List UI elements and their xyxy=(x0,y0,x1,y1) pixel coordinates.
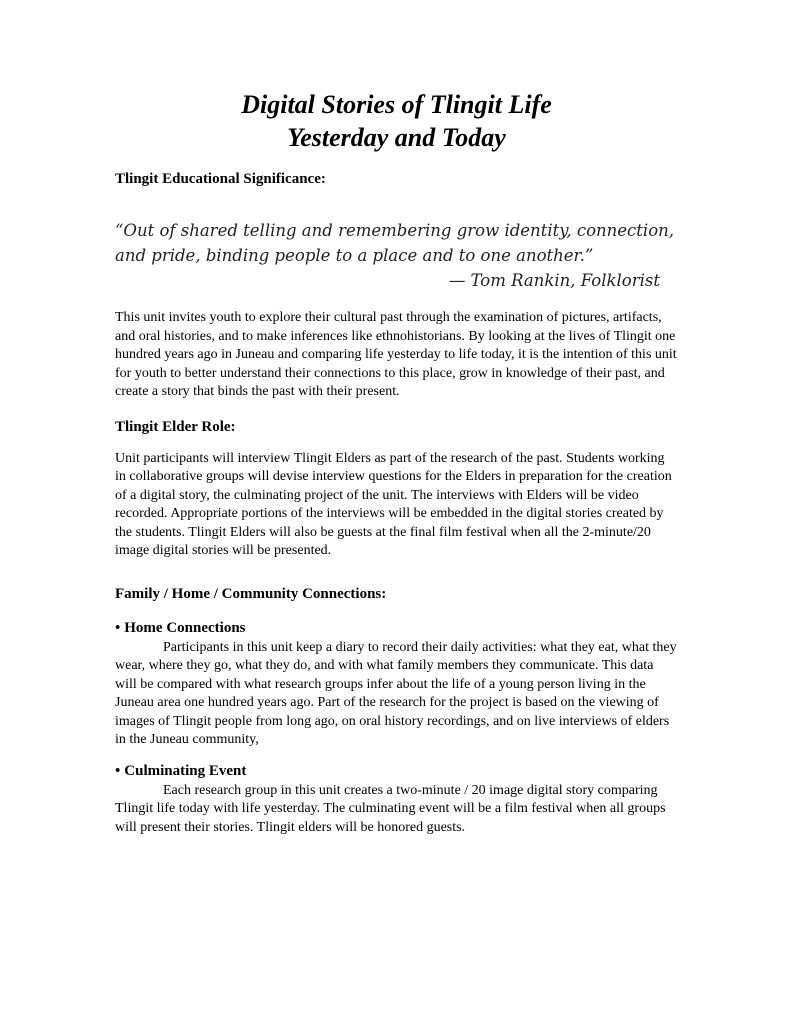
quote-block xyxy=(115,218,678,293)
heading-family-home-community-connections: Family / Home / Community Connections: xyxy=(115,585,387,602)
bullet-icon: • xyxy=(115,619,121,636)
document-title xyxy=(115,88,678,154)
subheading-home-connections xyxy=(115,619,678,637)
subheading-home-connections-label: Home Connections xyxy=(124,619,246,636)
paragraph-home-connections: Participants in this unit keep a diary to record their daily activities: what they eat, what they wear, where they go, what they do, and with what family members they communicate. This data will be compared with what research groups infer about the life of a young person living in the Juneau area one hundred years ago. Part of the research for the project is based on the viewing of images of Tlingit people from long ago, on oral history recordings, and on live interviews of elders in the Juneau community, xyxy=(115,639,677,747)
document-title-line-1: Digital Stories of Tlingit Life xyxy=(241,90,552,119)
quote-attribution: — Tom Rankin, Folklorist xyxy=(448,271,660,290)
bullet-section-home-connections xyxy=(115,619,678,750)
heading-elder-role: Tlingit Elder Role: xyxy=(115,418,236,435)
subheading-culminating-event xyxy=(115,762,678,780)
paragraph-unit-overview: This unit invites youth to explore their cultural past through the examination of pictures, artifacts, and oral histories, and to make inferences like ethnohistorians. By looking at the lives of Tlingit one hundred years ago in Juneau and comparing life yesterday to life today, it is the intention of this unit for youth to better understand their connections to this place, grow in knowledge of their past, and create a story that binds the past with their present. xyxy=(115,310,677,399)
bullet-icon: • xyxy=(115,762,121,779)
heading-educational-significance: Tlingit Educational Significance: xyxy=(115,171,326,187)
document-title-line-2: Yesterday and Today xyxy=(287,123,506,152)
bullet-section-culminating-event xyxy=(115,762,678,838)
subheading-culminating-event-label: Culminating Event xyxy=(124,762,247,779)
paragraph-culminating-event: Each research group in this unit creates a two-minute / 20 image digital story comparing Tlingit life today with life yesterday. The culminating event will be a film festival when all groups will present their stories. Tlingit elders will be honored guests. xyxy=(115,782,666,835)
paragraph-elder-role: Unit participants will interview Tlingit Elders as part of the research of the past. Students working in collaborative groups will devise interview questions for the Elders in preparation for the creation of a digital story, the culminating project of the unit. The interviews with Elders will be video recorded. Appropriate portions of the interviews will be embedded in the digital stories created by the students. Tlingit Elders will also be guests at the final film festival when all the 2-minute/20 image digital stories will be presented. xyxy=(115,450,672,558)
quote-text: “Out of shared telling and remembering grow identity, connection, and pride, binding people to a place and to one another.” xyxy=(115,221,674,265)
